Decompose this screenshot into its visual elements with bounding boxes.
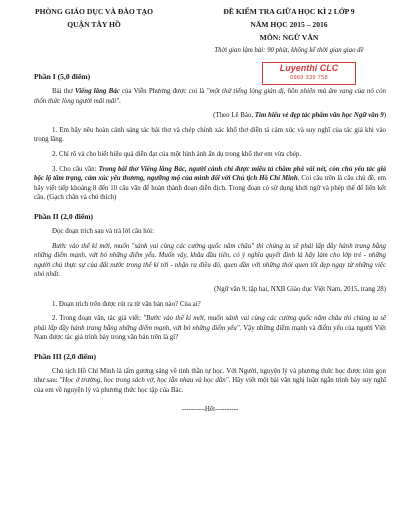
q3-prefix: 3. Cho câu văn:: [52, 165, 99, 173]
header-right: [182, 5, 396, 57]
part3-quote: "Học ở trường, học trong sách vở, học lẫn nhau và học dân": [59, 377, 229, 385]
part1-intro-text-2: của Viễn Phương được coi là: [119, 88, 207, 95]
part1-intro: [34, 87, 386, 106]
q3-instruction: . Coi câu trên là câu chủ đề, em hãy viết tiếp khoảng 8 đến 10 câu văn để hoàn thành đoạn diễn dịch. Trong đoạn có sử dụng khởi ngữ và phép thế để liên kết câu. (Gạch chân và chú thích): [34, 175, 386, 202]
header-left: [6, 5, 182, 31]
part3-prompt: [34, 367, 386, 396]
source-prefix: (Theo Lê Bảo,: [213, 112, 255, 120]
source-book: Tìm hiểu vẻ đẹp tác phẩm văn học Ngữ văn 9: [254, 112, 384, 120]
part2-source: (Ngữ văn 9, tập hai, NXB Giáo dục Việt Nam, 2015, trang 28): [214, 285, 386, 293]
school-year: NĂM HỌC 2015 – 2016: [250, 20, 328, 29]
part2-instruction: Đọc đoạn trích sau và trả lời câu hỏi:: [52, 227, 154, 235]
exam-title: ĐỀ KIỂM TRA GIỮA HỌC KÌ 2 LỚP 9: [223, 7, 355, 16]
part1-question-1: 1. Em hãy nêu hoàn cảnh sáng tác bài thơ và chép chính xác khổ thơ diễn tả cảm xúc và suy nghĩ của tác giả khi vào trong lăng.: [34, 126, 386, 144]
q3-topic-sentence: Trong bài thơ Viếng lăng Bác, người cảnh chí được miêu tả chầm phá vài nét, còn chủ yếu tác giả bộc lộ tâm trạng, cảm xúc yêu thương, ngưỡng mộ của mình đối với Chủ tịch Hồ Chí Minh: [34, 165, 386, 183]
part2-title: Phần II (2,0 điểm): [34, 211, 94, 221]
department-name: PHÒNG GIÁO DỤC VÀ ĐÀO TẠO: [34, 7, 154, 16]
q2-question: . Vậy những điểm mạnh và điểm yếu của người Việt Nam được tác giả trình bày trong văn bản trên là gì?: [34, 324, 386, 342]
source-suffix: ): [383, 112, 386, 120]
end-mark: ----------Hết----------: [181, 404, 239, 413]
exam-body: [34, 72, 386, 414]
stamp-phone: 0969 339 758: [290, 75, 328, 81]
part1-source: [34, 111, 386, 121]
part1-title: Phần I (5,0 điểm): [34, 72, 91, 81]
q2-quote: "Bước vào thế kỉ mới, muốn sánh vai cùng các cường quốc năm châu thì chúng ta sẽ phải lấp đầy hành trang bằng những điểm mạnh, vứt bỏ những điểm yếu": [34, 315, 386, 332]
part2-question-1: 1. Đoạn trích trên được rút ra từ văn bản nào? Của ai?: [52, 300, 201, 308]
part1-intro-text: Bài thơ: [52, 88, 76, 95]
q2-prefix: 2. Trong đoạn văn, tác giả viết:: [52, 315, 144, 323]
part1-intro-end: .: [119, 97, 121, 105]
district-name: QUẬN TÂY HỒ: [67, 20, 121, 29]
part2-question-2: [34, 314, 386, 343]
part3-prefix: Chủ tịch Hồ Chí Minh là tấm gương sáng về tinh thần tự học. Với Người, nguyện lý và phương thức học được tóm gọn như sau:: [34, 367, 386, 385]
stamp-brand: Luyenthi CLC: [279, 63, 339, 73]
part1-quote: "một thứ tiếng lòng giản dị, hồn nhiên mà âm vang của nó còn thốn thức lòng người mãi mãi": [34, 88, 386, 105]
part3-task: . Hãy viết một bài văn nghị luận ngắn trình bày suy nghĩ của em về nguyện lý và phương thức học tập của Bác.: [34, 377, 386, 395]
part1-question-3: [34, 165, 386, 203]
subject: MÔN: NGỮ VĂN: [259, 33, 319, 42]
part2-excerpt: Bước vào thế kỉ mới, muốn "sánh vai cùng các cường quốc năm châu" thì chúng ta sẽ phải lấp đầy hành trang bằng những điểm mạnh, vứt bỏ những điểm yếu. Muốn vậy, khâu đầu tiên, có ý nghĩa quyết định là hãy làm cho lớp trẻ - những người chủ thực sự của đất nước trong thế kỉ tới - nhận ra điều đó, quen dần với những thói quen tốt đẹp ngay từ những việc nhỏ nhất.: [34, 242, 386, 279]
time-note: Thời gian làm bài: 90 phút, không kể thời gian giao đề: [214, 47, 364, 54]
poem-title: Viếng lăng Bác: [75, 88, 120, 95]
part1-question-2: 2. Chỉ rõ và cho biết hiệu quả diễn đạt của một hình ảnh ẩn dụ trong khổ thơ em vừa chép.: [52, 150, 302, 158]
part3-title: Phần III (2,0 điểm): [34, 351, 97, 361]
